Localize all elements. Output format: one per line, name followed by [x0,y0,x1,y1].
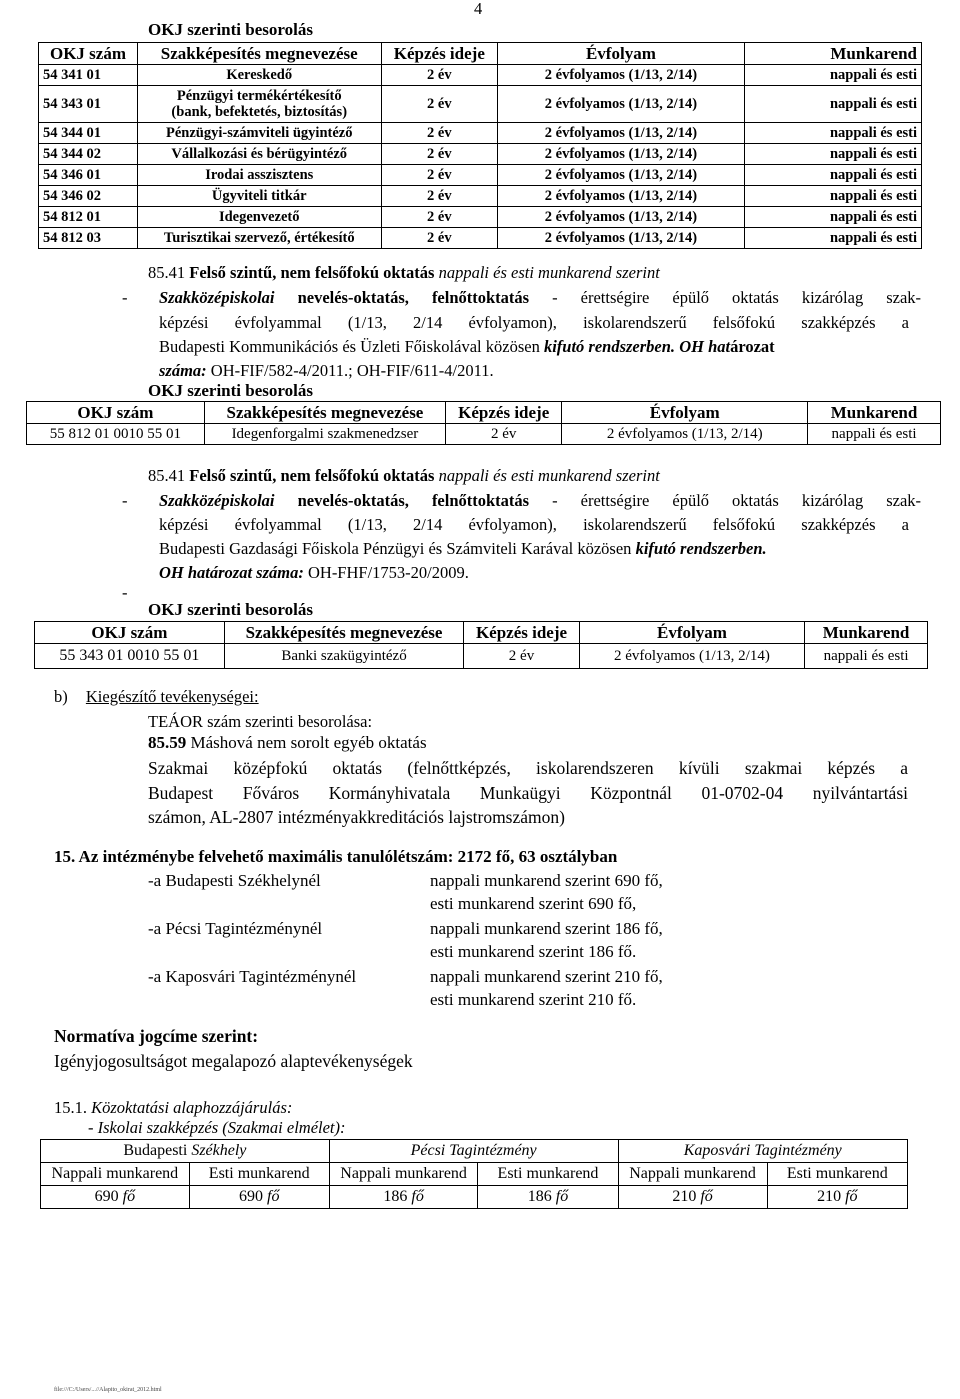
table-row [39,228,922,249]
capacity-evening: esti munkarend szerint 186 fő. [430,942,637,961]
table-cell: 2 év [446,424,562,445]
table-cell: Vállalkozási és bérügyintéző [137,144,381,165]
table-cell: 54 812 01 [39,207,138,228]
table-cell: 2 év [381,186,498,207]
table-row [39,186,922,207]
table-cell: 2 év [381,228,498,249]
col-okj: OKJ szám [39,43,138,65]
section3-dash: - [122,583,128,602]
table-cell: 2 év [381,165,498,186]
value-cell: 210 fő [618,1186,767,1209]
table-cell: 2 évfolyamos (1/13, 2/14) [498,65,745,86]
capacity-evening: esti munkarend szerint 210 fő. [430,990,637,1009]
table-cell: 2 év [381,207,498,228]
section3-para-line4: OH határozat száma: OH-FHF/1753-20/2009. [159,563,469,582]
table-cell: nappali és esti [744,123,921,144]
table-cell: 2 évfolyamos (1/13, 2/14) [498,207,745,228]
subheader-cell: Esti munkarend [767,1163,907,1186]
s151-subtitle: - Iskolai szakképzés (Szakmai elmélet): [88,1118,346,1137]
section-b-para1: Szakmai középfokú oktatás (felnőttképzés, iskolarendszeren kívüli szakmai képzés a [148,758,908,778]
section2-title: OKJ szerinti besorolás [148,381,313,400]
subheader-cell: Nappali munkarend [618,1163,767,1186]
value-cell: 690 fő [41,1186,190,1209]
table-row [39,207,922,228]
section2-para-line3: Budapesti Kommunikációs és Üzleti Főiskolával közösen kifutó rendszerben. OH határozat [159,337,775,356]
campus-name: -a Kaposvári Tagintézménynél [148,967,357,986]
teaor-code: 85.59 Máshová nem sorolt egyéb oktatás [148,733,427,752]
table-cell: 2 évfolyamos (1/13, 2/14) [498,86,745,123]
subheader-cell: Nappali munkarend [41,1163,190,1186]
value-cell: 186 fő [478,1186,618,1209]
table-cell: Ügyviteli titkár [137,186,381,207]
section3-para-line2: képzési évfolyammal (1/13, 2/14 évfolyamon), iskolarendszerű felsőfokú szakképzés a [159,515,909,534]
section3-bullet: - [122,491,128,510]
table-cell: nappali és esti [744,144,921,165]
header-pecs: Pécsi Tagintézmény [329,1140,618,1163]
value-cell: 210 fő [767,1186,907,1209]
section2-para-line2: képzési évfolyammal (1/13, 2/14 évfolyamon), iskolarendszerű felsőfokú szakképzés a [159,313,909,332]
section2-bullet: - [122,288,128,307]
normativa-subtitle: Igényjogosultságot megalapozó alaptevékenységek [54,1051,413,1071]
section2-para-line4: száma: OH-FIF/582-4/2011.; OH-FIF/611-4/2011. [159,361,494,380]
table-cell: 2 évfolyamos (1/13, 2/14) [562,424,808,445]
table-cell: nappali és esti [744,186,921,207]
page-number: 4 [474,0,483,18]
table-cell: 2 évfolyamos (1/13, 2/14) [498,228,745,249]
table-cell: 2 évfolyamos (1/13, 2/14) [498,186,745,207]
col-year: Évfolyam [498,43,745,65]
table-cell: 2 évfolyamos (1/13, 2/14) [579,644,804,669]
table-cell: nappali és esti [744,65,921,86]
subheader-cell: Nappali munkarend [329,1163,478,1186]
col-name: Szakképesítés megnevezése [137,43,381,65]
capacity-day: nappali munkarend szerint 210 fő, [430,967,663,986]
capacity-day: nappali munkarend szerint 690 fő, [430,871,663,890]
header-budapest: Budapesti Székhely [41,1140,330,1163]
table-cell: 54 346 02 [39,186,138,207]
section3-title: OKJ szerinti besorolás [148,600,313,619]
table-cell: 54 341 01 [39,65,138,86]
table-row [39,86,922,123]
campus-name: -a Budapesti Székhelynél [148,871,321,890]
table-cell: Kereskedő [137,65,381,86]
section2-para-line1: Szakközépiskolai nevelés-oktatás, felnőttoktatás - érettségire épülő oktatás kizárólag szak- [159,288,922,307]
table-row [39,65,922,86]
table-cell: nappali és esti [744,86,921,123]
table-cell: 55 343 01 0010 55 01 [35,644,225,669]
campus-name: -a Pécsi Tagintézménynél [148,919,323,938]
okj-table-3: OKJ szám Szakképesítés megnevezése Képzés ideje Évfolyam Munkarend 55 343 01 0010 55 01 Banki szakügyintéző 2 év 2 évfolyamos (1/13, 2/14) nappali és esti [34,621,928,669]
table-cell: nappali és esti [744,207,921,228]
section-b-title: b) Kiegészítő tevékenységei: [54,687,259,706]
table-cell: Idegenvezető [137,207,381,228]
section15-title: 15. Az intézménybe felvehető maximális tanulólétszám: 2172 fő, 63 osztályban [54,847,618,866]
table-cell: 2 évfolyamos (1/13, 2/14) [498,144,745,165]
table-cell: Irodai asszisztens [137,165,381,186]
table-cell: 54 344 01 [39,123,138,144]
table-cell: 2 év [381,144,498,165]
table-cell: Pénzügyi termékértékesítő (bank, befektetés, biztosítás) [137,86,381,123]
okj-table-1 [38,42,922,249]
table-cell: 54 812 03 [39,228,138,249]
table-cell: nappali és esti [744,228,921,249]
value-cell: 690 fő [189,1186,329,1209]
table-cell: nappali és esti [805,644,928,669]
table-cell: 2 év [381,123,498,144]
section3-para-line3: Budapesti Gazdasági Főiskola Pénzügyi és Számviteli Karával közösen kifutó rendszerben. [159,539,767,558]
table-cell: 2 évfolyamos (1/13, 2/14) [498,165,745,186]
table-cell: 2 évfolyamos (1/13, 2/14) [498,123,745,144]
section3-heading: 85.41 Felső szintű, nem felsőfokú oktatás nappali és esti munkarend szerint [148,466,660,485]
section3-para-line1: Szakközépiskolai nevelés-oktatás, felnőttoktatás - érettségire épülő oktatás kizárólag szak- [159,491,922,510]
table-row [39,165,922,186]
okj-table-2: OKJ szám Szakképesítés megnevezése Képzés ideje Évfolyam Munkarend 55 812 01 0010 55 01 Idegenforgalmi szakmenedzser 2 év 2 évfolyamos (1/13, 2/14) nappali és esti [26,401,941,445]
table-cell: nappali és esti [808,424,941,445]
s151-title: 15.1. Közoktatási alaphozzájárulás: [54,1098,293,1117]
table-row [39,144,922,165]
col-duration: Képzés ideje [381,43,498,65]
section1-title: OKJ szerinti besorolás [148,20,313,39]
table-cell: 55 812 01 0010 55 01 [27,424,205,445]
section2-heading: 85.41 Felső szintű, nem felsőfokú oktatás nappali és esti munkarend szerint [148,263,660,282]
header-kaposvar: Kaposvári Tagintézmény [618,1140,908,1163]
table-cell: 2 év [381,65,498,86]
table-cell: 2 év [464,644,580,669]
capacity-evening: esti munkarend szerint 690 fő, [430,894,637,913]
col-schedule: Munkarend [744,43,921,65]
section-b-para3: számon, AL-2807 intézményakkreditációs lajstromszámon) [148,807,565,827]
table-cell: 54 344 02 [39,144,138,165]
table-cell: Idegenforgalmi szakmenedzser [204,424,445,445]
table-cell: 54 346 01 [39,165,138,186]
capacity-table [40,1139,908,1209]
table-cell: Turisztikai szervező, értékesítő [137,228,381,249]
table-cell: Banki szakügyintéző [224,644,463,669]
footer-path: file:///C:/Users/...//Alapito_okirat_2012.html [54,1387,162,1393]
subheader-cell: Esti munkarend [189,1163,329,1186]
table-cell: 54 343 01 [39,86,138,123]
table-cell: Pénzügyi-számviteli ügyintéző [137,123,381,144]
capacity-day: nappali munkarend szerint 186 fő, [430,919,663,938]
subheader-cell: Esti munkarend [478,1163,618,1186]
teaor-label: TEÁOR szám szerinti besorolása: [148,712,373,731]
value-cell: 186 fő [329,1186,478,1209]
section-b-para2: Budapest Főváros Kormányhivatala Munkaügyi Központnál 01-0702-04 nyilvántartási [148,783,908,803]
table-cell: nappali és esti [744,165,921,186]
table-cell: 2 év [381,86,498,123]
normativa-title: Normatíva jogcíme szerint: [54,1026,259,1046]
table-row [39,123,922,144]
